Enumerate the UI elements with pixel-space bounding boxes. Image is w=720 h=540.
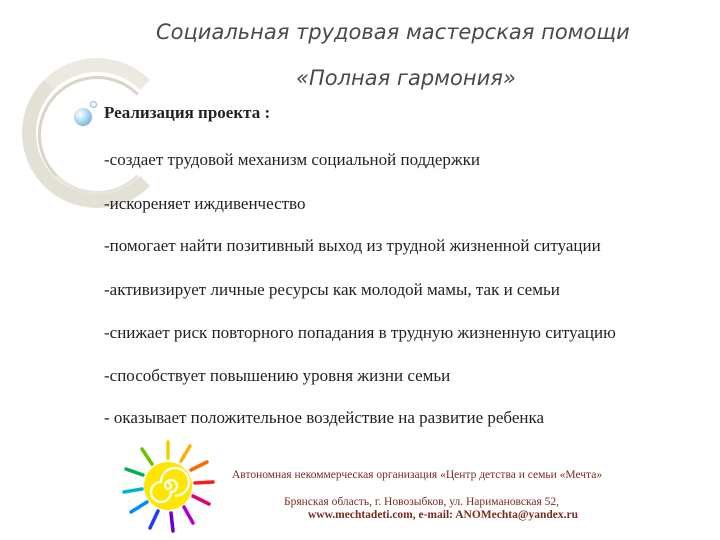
footer-contact: www.mechtadeti.com, e-mail: ANOMechta@yandex.ru	[308, 509, 579, 521]
list-item: -искореняет иждивенчество	[104, 194, 306, 213]
small-bullet-icon	[90, 101, 97, 108]
list-item: -способствует повышению уровня жизни семьи	[104, 366, 451, 385]
page-title-line2: «Полная гармония»	[296, 66, 516, 90]
list-item: - оказывает положительное воздействие на развитие ребенка	[104, 408, 545, 427]
list-item: -активизирует личные ресурсы как молодой мамы, так и семьи	[104, 280, 560, 299]
list-item: -создает трудовой механизм социальной поддержки	[104, 150, 481, 169]
footer-organization: Автономная некоммерческая организация «Центр детства и семьи «Мечта»	[232, 469, 603, 481]
list-item: -снижает риск повторного попадания в трудную жизненную ситуацию	[104, 323, 616, 342]
footer-address: Брянская область, г. Новозыбков, ул. Наримановская 52,	[284, 496, 560, 508]
list-item: -помогает найти позитивный выход из трудной жизненной ситуации	[104, 236, 601, 255]
decorative-inner-ring	[38, 76, 156, 194]
heading-bullet-icon	[74, 108, 92, 126]
sun-logo-icon	[118, 436, 218, 536]
section-heading: Реализация проекта :	[104, 103, 271, 122]
page-title-line1: Социальная трудовая мастерская помощи	[156, 20, 630, 44]
